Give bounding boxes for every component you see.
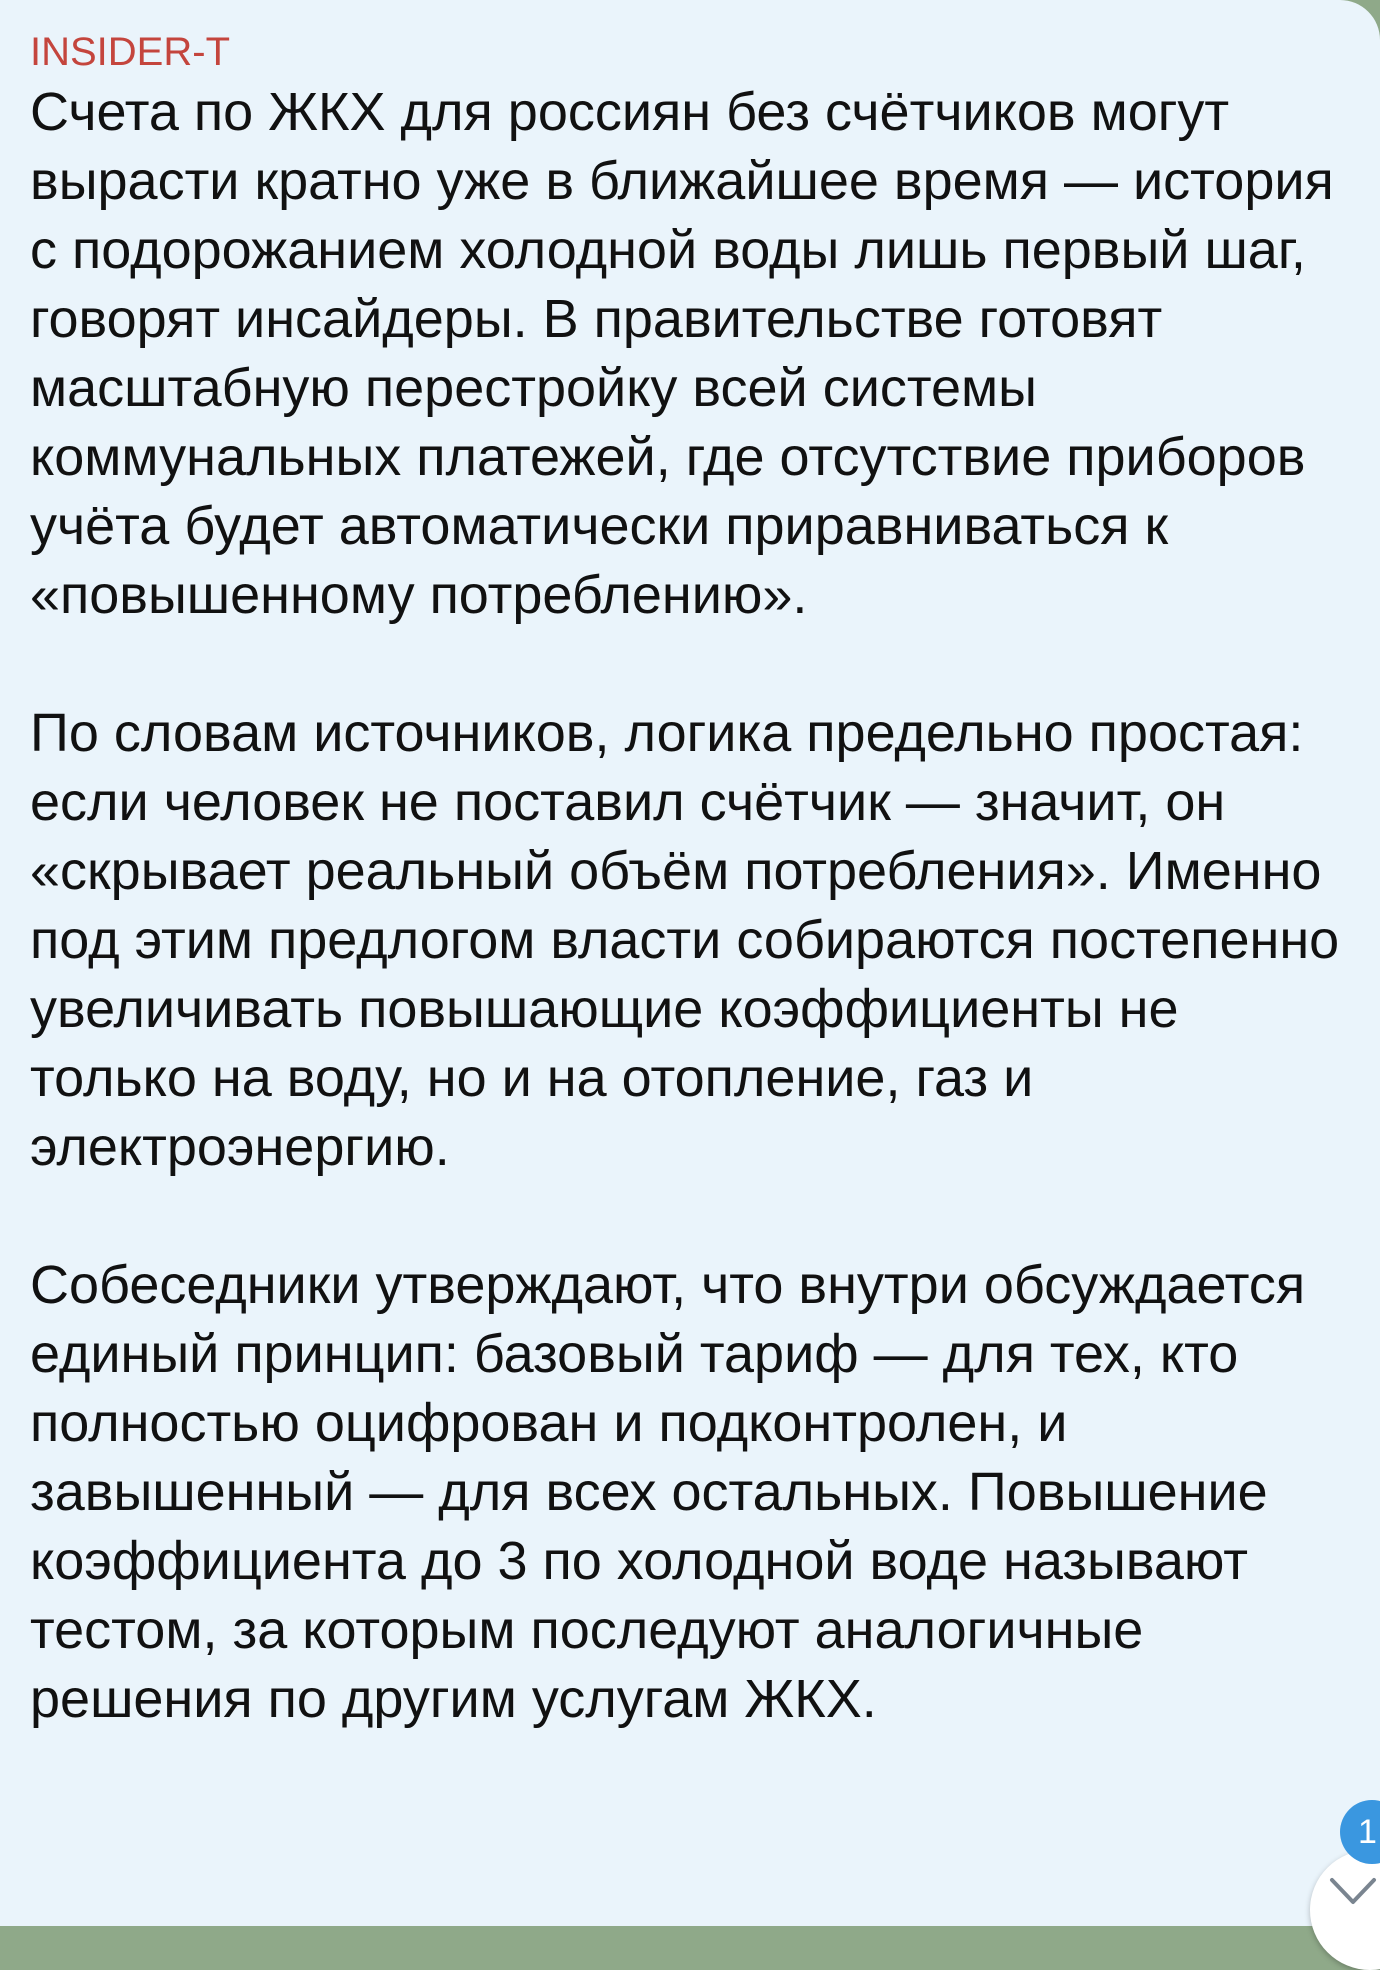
chevron-down-icon <box>1328 1872 1378 1912</box>
message-paragraph-3: Собеседники утверждают, что внутри обсуждается единый принцип: базовый тариф — для тех, кто полностью оцифрован и подконтролен, и завышенный — для всех остальных. Повышение коэффициента до 3 по холодной воде называют тестом, за которым последуют аналогичные решения по другим услугам ЖКХ. <box>30 1255 1306 1729</box>
channel-name[interactable]: INSIDER-T <box>30 30 230 74</box>
unread-count-badge[interactable]: 1 <box>1340 1800 1380 1864</box>
paragraph-spacer <box>30 630 1350 699</box>
paragraph-spacer <box>30 1182 1350 1251</box>
message-paragraph-1: Счета по ЖКХ для россиян без счётчиков могут вырасти кратно уже в ближайшее время — история с подорожанием холодной воды лишь первый шаг, говорят инсайдеры. В правительстве готовят масштабную перестройку всей системы коммунальных платежей, где отсутствие приборов учёта будет автоматически приравниваться к «повышенному потреблению». <box>30 82 1334 625</box>
message-paragraph-2: По словам источников, логика предельно простая: если человек не поставил счётчик — значит, он «скрывает реальный объём потребления». Именно под этим предлогом власти собираются постепенно увеличивать повышающие коэффициенты не только на воду, но и на отопление, газ и электроэнергию. <box>30 703 1340 1177</box>
